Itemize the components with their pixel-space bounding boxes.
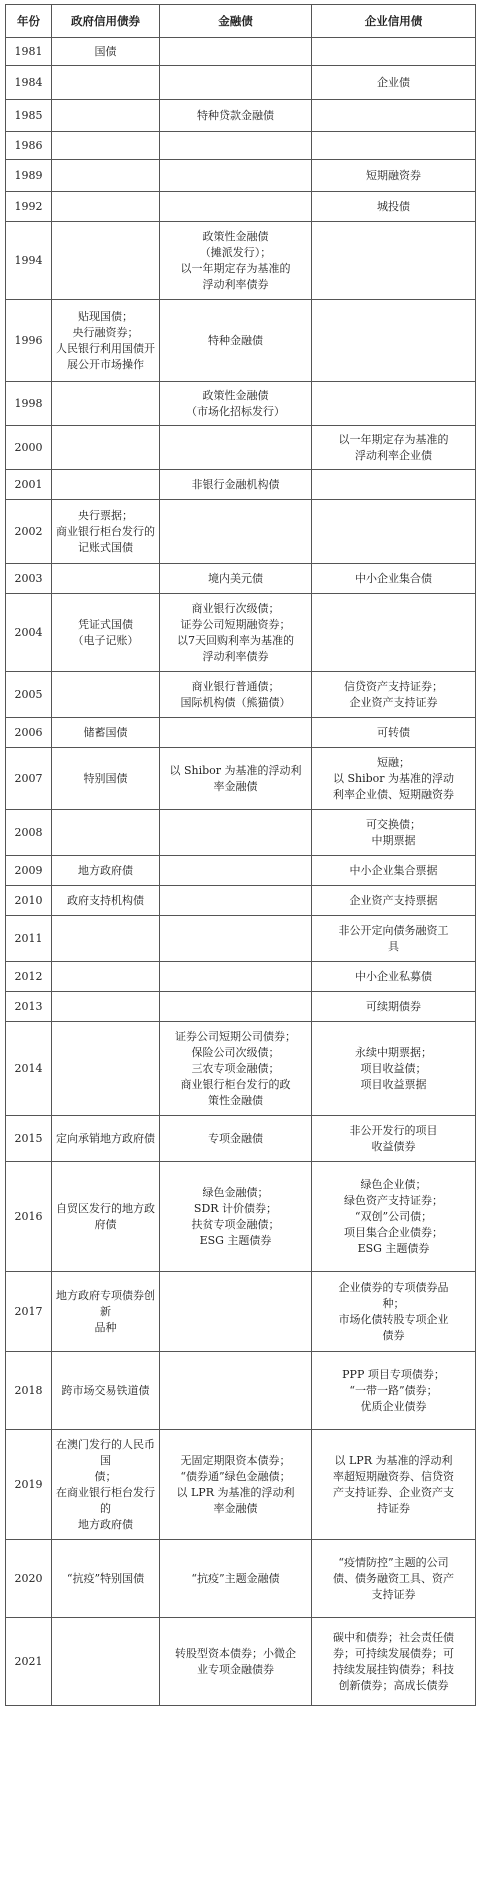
cell-text-line: 扶贫专项金融债； bbox=[191, 1217, 280, 1231]
year-cell: 2011 bbox=[6, 916, 52, 962]
corporate-bond-cell bbox=[312, 1540, 476, 1618]
cell-text-line: 特种贷款金融债 bbox=[197, 108, 274, 122]
cell-text-line: 持证券 bbox=[377, 1501, 410, 1515]
table-row bbox=[6, 962, 476, 992]
financial-bond-cell bbox=[160, 810, 312, 856]
cell-text-line: 具 bbox=[388, 939, 399, 953]
cell-text-line: 证券公司短期融资券； bbox=[180, 617, 291, 631]
cell-text-line: 贴现国债； bbox=[78, 309, 133, 323]
cell-text-line: 政策性金融债 bbox=[202, 229, 269, 243]
cell-text-line: 商业银行柜台发行的政 bbox=[180, 1077, 291, 1091]
cell-text-line: 碳中和债券；社会责任债 bbox=[333, 1630, 454, 1644]
cell-text-line: 地方政府专项债券创新 bbox=[56, 1288, 155, 1318]
table-row bbox=[6, 718, 476, 748]
corporate-bond-cell bbox=[312, 1430, 476, 1540]
header-financial-bonds: 金融债 bbox=[160, 5, 312, 38]
financial-bond-cell bbox=[160, 1540, 312, 1618]
cell-text-line: 率金融债 bbox=[213, 779, 258, 793]
table-body bbox=[6, 38, 476, 1706]
corporate-bond-cell bbox=[312, 1022, 476, 1116]
financial-bond-cell bbox=[160, 66, 312, 100]
financial-bond-cell bbox=[160, 1022, 312, 1116]
financial-bond-cell bbox=[160, 192, 312, 222]
government-bond-cell bbox=[52, 1022, 160, 1116]
financial-bond-cell bbox=[160, 992, 312, 1022]
government-bond-cell bbox=[52, 1116, 160, 1162]
cell-text-line: 券；可持续发展债券；可 bbox=[333, 1646, 454, 1660]
financial-bond-cell bbox=[160, 1430, 312, 1540]
table-row bbox=[6, 1272, 476, 1352]
year-cell: 2005 bbox=[6, 672, 52, 718]
government-bond-cell bbox=[52, 916, 160, 962]
cell-text-line: 以 Shibor 为基准的浮动利 bbox=[169, 763, 302, 777]
cell-text-line: 项目收益票据 bbox=[360, 1077, 427, 1091]
financial-bond-cell bbox=[160, 886, 312, 916]
table-row bbox=[6, 426, 476, 470]
cell-text-line: 种； bbox=[382, 1296, 405, 1310]
corporate-bond-cell bbox=[312, 1116, 476, 1162]
government-bond-cell bbox=[52, 564, 160, 594]
corporate-bond-cell bbox=[312, 962, 476, 992]
cell-text-line: 商业银行普通债； bbox=[191, 679, 280, 693]
cell-text-line: 企业债 bbox=[377, 75, 410, 89]
table-header-row bbox=[6, 5, 476, 38]
financial-bond-cell bbox=[160, 300, 312, 382]
table-row bbox=[6, 38, 476, 66]
cell-text-line: 项目收益债； bbox=[360, 1061, 427, 1075]
government-bond-cell bbox=[52, 962, 160, 992]
year-cell: 1996 bbox=[6, 300, 52, 382]
government-bond-cell bbox=[52, 382, 160, 426]
corporate-bond-cell bbox=[312, 916, 476, 962]
year-cell: 2020 bbox=[6, 1540, 52, 1618]
cell-text-line: 特种金融债 bbox=[208, 333, 263, 347]
header-corporate-credit-bonds: 企业信用债 bbox=[312, 5, 476, 38]
corporate-bond-cell bbox=[312, 1272, 476, 1352]
cell-text-line: 自贸区发行的地方政 bbox=[56, 1201, 155, 1215]
cell-text-line: 利率企业债、短期融资券 bbox=[333, 787, 454, 801]
corporate-bond-cell bbox=[312, 718, 476, 748]
cell-text-line: 信贷资产支持证券； bbox=[344, 679, 443, 693]
table-row bbox=[6, 856, 476, 886]
corporate-bond-cell bbox=[312, 100, 476, 132]
year-cell: 1992 bbox=[6, 192, 52, 222]
cell-text-line: ESG 主题债券 bbox=[357, 1241, 430, 1255]
cell-text-line: 企业债券的专项债券品 bbox=[338, 1280, 449, 1294]
year-cell: 2006 bbox=[6, 718, 52, 748]
cell-text-line: 跨市场交易铁道债 bbox=[61, 1383, 150, 1397]
government-bond-cell bbox=[52, 1352, 160, 1430]
government-bond-cell bbox=[52, 66, 160, 100]
cell-text-line: “抗疫”特别国债 bbox=[66, 1571, 145, 1585]
cell-text-line: 企业资产支持票据 bbox=[349, 893, 438, 907]
corporate-bond-cell bbox=[312, 564, 476, 594]
year-cell: 2015 bbox=[6, 1116, 52, 1162]
cell-text-line: 特别国债 bbox=[83, 771, 128, 785]
cell-text-line: 非公开发行的项目 bbox=[349, 1123, 438, 1137]
table-row bbox=[6, 810, 476, 856]
year-cell: 2014 bbox=[6, 1022, 52, 1116]
cell-text-line: 地方政府债 bbox=[78, 1517, 133, 1531]
year-cell: 2021 bbox=[6, 1618, 52, 1706]
corporate-bond-cell bbox=[312, 1162, 476, 1272]
financial-bond-cell bbox=[160, 1162, 312, 1272]
financial-bond-cell bbox=[160, 38, 312, 66]
cell-text-line: （市场化招标发行） bbox=[186, 404, 285, 418]
corporate-bond-cell bbox=[312, 748, 476, 810]
year-cell: 2009 bbox=[6, 856, 52, 886]
cell-text-line: 绿色企业债； bbox=[360, 1177, 427, 1191]
bond-table-container bbox=[5, 4, 475, 1706]
cell-text-line: “债券通”绿色金融债； bbox=[180, 1469, 291, 1483]
cell-text-line: 持续发展挂钩债券；科技 bbox=[333, 1662, 454, 1676]
bond-history-table bbox=[5, 4, 476, 1706]
cell-text-line: 浮动利率债券 bbox=[202, 277, 269, 291]
year-cell: 1994 bbox=[6, 222, 52, 300]
table-row bbox=[6, 470, 476, 500]
cell-text-line: 绿色金融债； bbox=[202, 1185, 269, 1199]
financial-bond-cell bbox=[160, 100, 312, 132]
cell-text-line: 政策性金融债 bbox=[202, 388, 269, 402]
financial-bond-cell bbox=[160, 382, 312, 426]
cell-text-line: 可转债 bbox=[377, 725, 410, 739]
cell-text-line: 国债 bbox=[94, 44, 117, 58]
corporate-bond-cell bbox=[312, 160, 476, 192]
table-row bbox=[6, 748, 476, 810]
table-row bbox=[6, 382, 476, 426]
cell-text-line: 保险公司次级债； bbox=[191, 1045, 280, 1059]
year-cell: 2000 bbox=[6, 426, 52, 470]
government-bond-cell bbox=[52, 1162, 160, 1272]
cell-text-line: 在澳门发行的人民币国 bbox=[56, 1437, 155, 1467]
cell-text-line: 支持证券 bbox=[371, 1587, 416, 1601]
corporate-bond-cell bbox=[312, 1352, 476, 1430]
government-bond-cell bbox=[52, 1430, 160, 1540]
cell-text-line: 浮动利率债券 bbox=[202, 649, 269, 663]
table-row bbox=[6, 1116, 476, 1162]
government-bond-cell bbox=[52, 500, 160, 564]
financial-bond-cell bbox=[160, 500, 312, 564]
financial-bond-cell bbox=[160, 1352, 312, 1430]
cell-text-line: 国际机构债（熊猫债） bbox=[180, 695, 291, 709]
table-row bbox=[6, 132, 476, 160]
cell-text-line: 可续期债券 bbox=[366, 999, 421, 1013]
corporate-bond-cell bbox=[312, 856, 476, 886]
year-cell: 1984 bbox=[6, 66, 52, 100]
cell-text-line: “双创”公司债； bbox=[354, 1209, 433, 1223]
government-bond-cell bbox=[52, 132, 160, 160]
government-bond-cell bbox=[52, 300, 160, 382]
financial-bond-cell bbox=[160, 160, 312, 192]
government-bond-cell bbox=[52, 192, 160, 222]
corporate-bond-cell bbox=[312, 594, 476, 672]
cell-text-line: 非银行金融机构债 bbox=[191, 477, 280, 491]
table-row bbox=[6, 192, 476, 222]
year-cell: 2001 bbox=[6, 470, 52, 500]
cell-text-line: 短期融资券 bbox=[366, 168, 421, 182]
table-row bbox=[6, 222, 476, 300]
corporate-bond-cell bbox=[312, 992, 476, 1022]
government-bond-cell bbox=[52, 100, 160, 132]
government-bond-cell bbox=[52, 594, 160, 672]
cell-text-line: 政府支持机构债 bbox=[67, 893, 144, 907]
cell-text-line: 永续中期票据； bbox=[355, 1045, 432, 1059]
cell-text-line: 以 LPR 为基准的浮动利 bbox=[176, 1485, 295, 1499]
year-cell: 2007 bbox=[6, 748, 52, 810]
cell-text-line: 展公开市场操作 bbox=[67, 357, 144, 371]
year-cell: 1989 bbox=[6, 160, 52, 192]
year-cell: 1985 bbox=[6, 100, 52, 132]
cell-text-line: 可交换债； bbox=[366, 817, 421, 831]
table-row bbox=[6, 594, 476, 672]
government-bond-cell bbox=[52, 856, 160, 886]
financial-bond-cell bbox=[160, 132, 312, 160]
cell-text-line: 企业资产支持证券 bbox=[349, 695, 438, 709]
government-bond-cell bbox=[52, 1618, 160, 1706]
table-row bbox=[6, 66, 476, 100]
government-bond-cell bbox=[52, 1540, 160, 1618]
cell-text-line: 证券公司短期公司债券； bbox=[175, 1029, 296, 1043]
cell-text-line: 以 Shibor 为基准的浮动 bbox=[332, 771, 455, 785]
year-cell: 2018 bbox=[6, 1352, 52, 1430]
corporate-bond-cell bbox=[312, 1618, 476, 1706]
cell-text-line: 城投债 bbox=[377, 199, 410, 213]
financial-bond-cell bbox=[160, 916, 312, 962]
cell-text-line: 创新债券；高成长债券 bbox=[338, 1678, 449, 1692]
table-row bbox=[6, 1162, 476, 1272]
government-bond-cell bbox=[52, 1272, 160, 1352]
corporate-bond-cell bbox=[312, 132, 476, 160]
government-bond-cell bbox=[52, 886, 160, 916]
cell-text-line: 非公开定向债务融资工 bbox=[338, 923, 449, 937]
financial-bond-cell bbox=[160, 962, 312, 992]
cell-text-line: 业专项金融债券 bbox=[197, 1662, 274, 1676]
corporate-bond-cell bbox=[312, 192, 476, 222]
financial-bond-cell bbox=[160, 1272, 312, 1352]
year-cell: 2013 bbox=[6, 992, 52, 1022]
government-bond-cell bbox=[52, 426, 160, 470]
corporate-bond-cell bbox=[312, 38, 476, 66]
year-cell: 2002 bbox=[6, 500, 52, 564]
cell-text-line: 项目集合企业债券； bbox=[344, 1225, 443, 1239]
table-row bbox=[6, 500, 476, 564]
header-year: 年份 bbox=[6, 5, 52, 38]
cell-text-line: “一带一路”债券； bbox=[349, 1383, 438, 1397]
year-cell: 2017 bbox=[6, 1272, 52, 1352]
financial-bond-cell bbox=[160, 426, 312, 470]
cell-text-line: 以一年期定存为基准的 bbox=[180, 261, 291, 275]
cell-text-line: 以一年期定存为基准的 bbox=[338, 432, 449, 446]
cell-text-line: 中小企业集合债 bbox=[355, 571, 432, 585]
government-bond-cell bbox=[52, 160, 160, 192]
financial-bond-cell bbox=[160, 672, 312, 718]
cell-text-line: 以7天回购利率为基准的 bbox=[177, 633, 294, 647]
government-bond-cell bbox=[52, 470, 160, 500]
cell-text-line: 央行票据； bbox=[78, 508, 133, 522]
government-bond-cell bbox=[52, 672, 160, 718]
government-bond-cell bbox=[52, 38, 160, 66]
cell-text-line: 债券 bbox=[382, 1328, 405, 1342]
year-cell: 2004 bbox=[6, 594, 52, 672]
cell-text-line: 中小企业私募债 bbox=[355, 969, 432, 983]
cell-text-line: 市场化债转股专项企业 bbox=[338, 1312, 449, 1326]
cell-text-line: 短融； bbox=[377, 755, 410, 769]
year-cell: 1981 bbox=[6, 38, 52, 66]
table-row bbox=[6, 916, 476, 962]
cell-text-line: 收益债券 bbox=[371, 1139, 416, 1153]
corporate-bond-cell bbox=[312, 382, 476, 426]
cell-text-line: 人民银行利用国债开 bbox=[56, 341, 155, 355]
cell-text-line: “抗疫”主题金融债 bbox=[191, 1571, 280, 1585]
table-row bbox=[6, 564, 476, 594]
year-cell: 2019 bbox=[6, 1430, 52, 1540]
cell-text-line: 品种 bbox=[94, 1320, 117, 1334]
government-bond-cell bbox=[52, 992, 160, 1022]
table-row bbox=[6, 672, 476, 718]
cell-text-line: 浮动利率企业债 bbox=[355, 448, 432, 462]
financial-bond-cell bbox=[160, 1116, 312, 1162]
cell-text-line: （电子记账） bbox=[72, 633, 139, 647]
year-cell: 1986 bbox=[6, 132, 52, 160]
cell-text-line: 中期票据 bbox=[371, 833, 416, 847]
government-bond-cell bbox=[52, 222, 160, 300]
cell-text-line: 央行融资券； bbox=[72, 325, 139, 339]
cell-text-line: 凭证式国债 bbox=[78, 617, 133, 631]
cell-text-line: 策性金融债 bbox=[208, 1093, 263, 1107]
corporate-bond-cell bbox=[312, 66, 476, 100]
cell-text-line: 债、债务融资工具、资产 bbox=[333, 1571, 454, 1585]
financial-bond-cell bbox=[160, 564, 312, 594]
table-row bbox=[6, 300, 476, 382]
year-cell: 2008 bbox=[6, 810, 52, 856]
government-bond-cell bbox=[52, 810, 160, 856]
year-cell: 2003 bbox=[6, 564, 52, 594]
corporate-bond-cell bbox=[312, 426, 476, 470]
government-bond-cell bbox=[52, 748, 160, 810]
table-row bbox=[6, 992, 476, 1022]
cell-text-line: 率超短期融资券、信贷资 bbox=[333, 1469, 454, 1483]
cell-text-line: 地方政府债 bbox=[78, 863, 133, 877]
corporate-bond-cell bbox=[312, 672, 476, 718]
cell-text-line: 转股型资本债券；小微企 bbox=[175, 1646, 296, 1660]
cell-text-line: 在商业银行柜台发行的 bbox=[56, 1485, 155, 1515]
corporate-bond-cell bbox=[312, 300, 476, 382]
financial-bond-cell bbox=[160, 470, 312, 500]
corporate-bond-cell bbox=[312, 500, 476, 564]
financial-bond-cell bbox=[160, 718, 312, 748]
cell-text-line: 以 LPR 为基准的浮动利 bbox=[334, 1453, 453, 1467]
government-bond-cell bbox=[52, 718, 160, 748]
cell-text-line: 专项金融债 bbox=[208, 1131, 263, 1145]
year-cell: 2016 bbox=[6, 1162, 52, 1272]
table-row bbox=[6, 1430, 476, 1540]
table-row bbox=[6, 886, 476, 916]
cell-text-line: PPP 项目专项债券； bbox=[342, 1367, 445, 1381]
financial-bond-cell bbox=[160, 1618, 312, 1706]
cell-text-line: 储蓄国债 bbox=[83, 725, 128, 739]
cell-text-line: “疫情防控”主题的公司 bbox=[338, 1555, 449, 1569]
cell-text-line: SDR 计价债券； bbox=[193, 1201, 278, 1215]
cell-text-line: 三农专项金融债； bbox=[191, 1061, 280, 1075]
corporate-bond-cell bbox=[312, 222, 476, 300]
table-row bbox=[6, 160, 476, 192]
corporate-bond-cell bbox=[312, 470, 476, 500]
cell-text-line: 境内美元债 bbox=[208, 571, 263, 585]
cell-text-line: 绿色资产支持证券； bbox=[344, 1193, 443, 1207]
cell-text-line: 府债 bbox=[94, 1217, 117, 1231]
cell-text-line: 无固定期限资本债券； bbox=[180, 1453, 291, 1467]
cell-text-line: ESG 主题债券 bbox=[199, 1233, 272, 1247]
corporate-bond-cell bbox=[312, 810, 476, 856]
table-row bbox=[6, 1540, 476, 1618]
cell-text-line: 定向承销地方政府债 bbox=[56, 1131, 155, 1145]
cell-text-line: 中小企业集合票据 bbox=[349, 863, 438, 877]
cell-text-line: （摊派发行）； bbox=[199, 245, 272, 259]
table-row bbox=[6, 100, 476, 132]
financial-bond-cell bbox=[160, 856, 312, 886]
corporate-bond-cell bbox=[312, 886, 476, 916]
table-row bbox=[6, 1618, 476, 1706]
financial-bond-cell bbox=[160, 594, 312, 672]
year-cell: 2010 bbox=[6, 886, 52, 916]
cell-text-line: 商业银行次级债； bbox=[191, 601, 280, 615]
table-row bbox=[6, 1352, 476, 1430]
table-row bbox=[6, 1022, 476, 1116]
cell-text-line: 产支持证券、企业资产支 bbox=[333, 1485, 454, 1499]
cell-text-line: 率金融债 bbox=[213, 1501, 258, 1515]
cell-text-line: 商业银行柜台发行的 bbox=[56, 524, 155, 538]
cell-text-line: 记账式国债 bbox=[78, 540, 133, 554]
financial-bond-cell bbox=[160, 748, 312, 810]
year-cell: 2012 bbox=[6, 962, 52, 992]
cell-text-line: 债； bbox=[94, 1469, 117, 1483]
year-cell: 1998 bbox=[6, 382, 52, 426]
cell-text-line: 优质企业债券 bbox=[360, 1399, 427, 1413]
header-government-credit-bonds: 政府信用债券 bbox=[52, 5, 160, 38]
financial-bond-cell bbox=[160, 222, 312, 300]
